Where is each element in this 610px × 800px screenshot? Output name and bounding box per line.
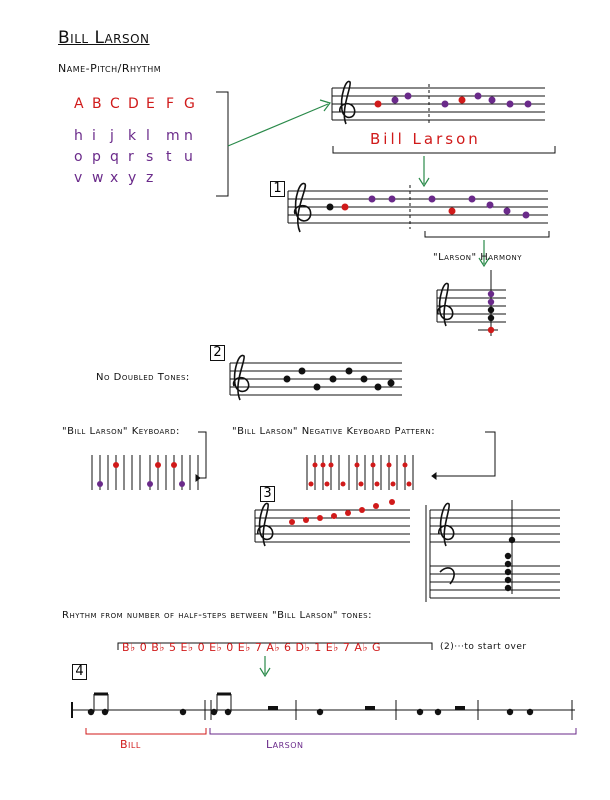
rhythm-notes [88,706,533,715]
grid-header-f: F [166,96,175,112]
grid-header-d: D [128,96,139,112]
section-number-3: 3 [260,486,275,502]
grid-cell: i [92,128,96,144]
top-staff-notes [375,93,532,108]
rhythm-staff [72,694,575,720]
keyboard-label: "Bill Larson" Keyboard: [62,426,180,437]
grid-cell: w [92,170,104,186]
page-subtitle: Name-Pitch/Rhythm [58,62,162,75]
grand-chord [505,537,515,591]
grid-cell: y [128,170,137,186]
grid-cell: t [166,149,172,165]
grid-cell: j [110,128,114,144]
grid-cell: n [184,128,193,144]
larson-bracket-label: Larson [266,738,304,751]
bill-larson-label: Bill Larson [370,130,481,148]
section-number-1: 1 [270,181,285,197]
interval-sequence [122,641,381,654]
staff-3-notes [289,499,395,525]
grid-cell: q [110,149,119,165]
grid-cell: v [74,170,83,186]
page-title: Bill Larson [58,28,150,48]
grand-staff [426,500,560,602]
rhythm-label: Rhythm from number of half-steps between "Bill Larson" tones: [62,610,372,621]
grid-cell: x [110,170,119,186]
grid-header-e: E [146,96,155,112]
grid-header-a: A [74,96,84,112]
grid-header-b: B [92,96,102,112]
harmony-chord [488,291,494,333]
grid-cell: r [128,149,134,165]
grid-header-c: C [110,96,120,112]
negative-keyboard-label: "Bill Larson" Negative Keyboard Pattern: [232,426,436,437]
section-number-2: 2 [210,345,225,361]
interval-tail: (2)···to start over [440,642,527,652]
grid-cell: o [74,149,83,165]
grid-cell: h [74,128,83,144]
bill-bracket-label: Bill [120,738,141,751]
grid-cell: m [166,128,180,144]
grid-header-g: G [184,96,195,112]
grid-cell: u [184,149,193,165]
grid-cell: k [128,128,137,144]
grid-cell: p [92,149,101,165]
staff-harmony [437,270,506,336]
grid-cell: s [146,149,154,165]
grid-cell: z [146,170,154,186]
interval-sequence-text: B♭ 0 B♭ 5 E♭ 0 E♭ 0 E♭ 7 A♭ 6 D♭ 1 E♭ 7 A♭ G [122,641,382,654]
grid-cell: l [146,128,150,144]
section-number-4: 4 [72,664,87,680]
no-doubled-label: No Doubled Tones: [96,372,190,383]
harmony-label: "Larson" Harmony [433,252,523,263]
keyboard-dots [97,462,412,487]
